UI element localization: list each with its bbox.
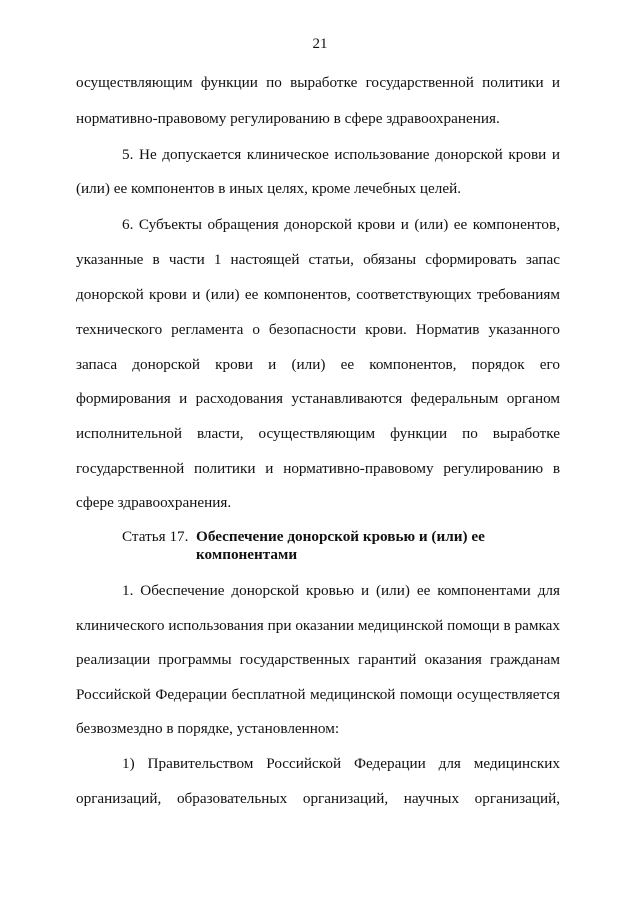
text-line: государственной политики и нормативно-правовому регулированию в [76,460,560,477]
article-title [196,528,485,564]
text-line: организаций, образовательных организаций, научных организаций, [76,790,560,807]
subitem-1-first-line: 1) Правительством Российской Федерации для медицинских [122,755,560,772]
article-label: Статья 17. [122,528,189,545]
text-line: формирования и расходования устанавливаются федеральным органом [76,390,560,407]
text-line: указанные в части 1 настоящей статьи, обязаны сформировать запас [76,251,560,268]
article-title-line: компонентами [196,546,298,563]
text-line: нормативно-правовому регулированию в сфере здравоохранения. [76,110,500,127]
text-line: осуществляющим функции по выработке государственной политики и [76,74,560,91]
text-line: исполнительной власти, осуществляющим функции по выработке [76,425,560,442]
text-line: донорской крови и (или) ее компонентов, соответствующих требованиям [76,286,560,303]
article-title-line: Обеспечение донорской кровью и (или) ее [196,528,485,545]
article-17-paragraph-1-first-line: 1. Обеспечение донорской кровью и (или) ее компонентами для [122,582,560,599]
text-line: реализации программы государственных гарантий оказания гражданам [76,651,560,668]
text-line: (или) ее компонентов в иных целях, кроме лечебных целей. [76,180,462,197]
text-line: безвозмездно в порядке, установленном: [76,720,340,737]
page-number: 21 [312,36,328,52]
text-line: Российской Федерации бесплатной медицинской помощи осуществляется [76,686,560,703]
text-line: клинического использования при оказании медицинской помощи в рамках [76,617,560,634]
paragraph-6-first-line: 6. Субъекты обращения донорской крови и (или) ее компонентов, [122,216,560,233]
paragraph-5-first-line: 5. Не допускается клиническое использование донорской крови и [122,146,560,163]
text-line: технического регламента о безопасности крови. Норматив указанного [76,321,560,338]
text-line: сфере здравоохранения. [76,494,232,511]
text-line: запаса донорской крови и (или) ее компонентов, порядок его [76,356,560,373]
